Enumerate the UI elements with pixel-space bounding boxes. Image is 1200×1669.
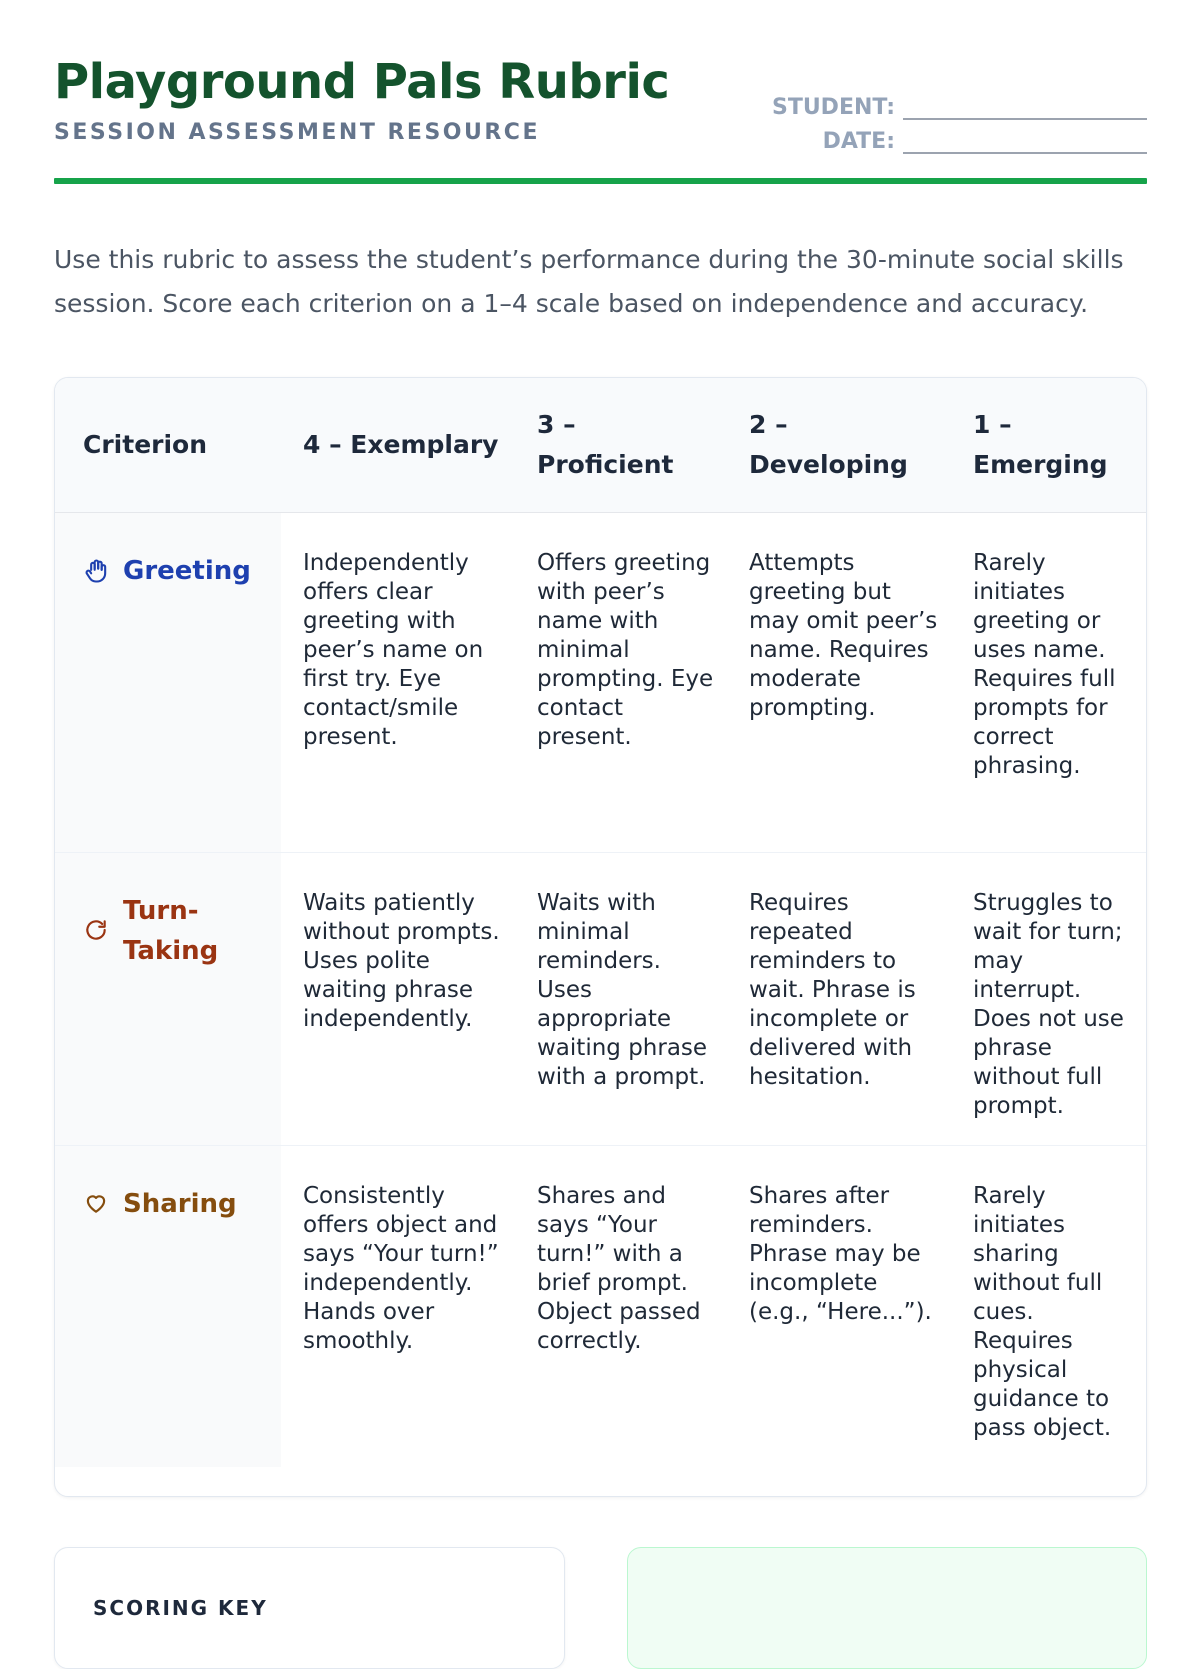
refresh-icon bbox=[83, 917, 111, 945]
table-row bbox=[55, 513, 1146, 853]
cell-turn-taking-2: Requires repeated reminders to wait. Phrase is incomplete or delivered with hesitation. bbox=[727, 853, 951, 1146]
criterion-label-greeting: Greeting bbox=[123, 556, 251, 586]
criterion-cell-turn-taking bbox=[55, 853, 281, 1146]
header-developing-text: 2 – Developing bbox=[749, 410, 908, 479]
scoring-key-box bbox=[54, 1547, 565, 1669]
cell-sharing-1: Rarely initiates sharing without full cues. Requires physical guidance to pass object. bbox=[973, 1183, 1112, 1441]
table-row bbox=[55, 853, 1146, 1146]
rubric-table bbox=[55, 378, 1146, 1467]
header-developing bbox=[727, 378, 951, 513]
criterion-label-turn-taking: Turn-Taking bbox=[123, 896, 219, 966]
student-row bbox=[767, 86, 1147, 120]
table-header-row bbox=[55, 378, 1146, 513]
cell-turn-taking-1: Struggles to wait for turn; may interrupt. Does not use phrase without full prompt. bbox=[951, 853, 1146, 1146]
student-meta bbox=[767, 86, 1147, 154]
criterion-cell-sharing bbox=[55, 1146, 281, 1468]
cell-sharing-2: Shares after reminders. Phrase may be incomplete (e.g., “Here...”). bbox=[749, 1183, 932, 1325]
page-title: Playground Pals Rubric bbox=[54, 54, 670, 110]
student-blank[interactable] bbox=[903, 94, 1147, 120]
cell-greeting-1: Rarely initiates greeting or uses name. Requires full prompts for correct phrasing. bbox=[951, 513, 1146, 853]
cell-turn-taking-4: Waits patiently without prompts. Uses polite waiting phrase independently. bbox=[281, 853, 515, 1146]
date-label: DATE: bbox=[822, 129, 895, 154]
table-row bbox=[55, 1146, 1146, 1468]
cell-greeting-3: Offers greeting with peer’s name with minimal prompting. Eye contact present. bbox=[515, 513, 727, 853]
page-subtitle: SESSION ASSESSMENT RESOURCE bbox=[54, 120, 540, 145]
intro-text: Use this rubric to assess the student’s performance during the 30-minute social skills session. Score each criterion on a 1–4 scale based on independence and accuracy. bbox=[54, 245, 1124, 318]
header-criterion: Criterion bbox=[55, 378, 281, 513]
cell-sharing-3: Shares and says “Your turn!” with a brief prompt. Object passed correctly. bbox=[537, 1183, 701, 1354]
header-emerging-text: 1 – Emerging bbox=[973, 410, 1108, 479]
heart-icon bbox=[83, 1190, 111, 1218]
criterion-label-sharing: Sharing bbox=[123, 1189, 237, 1219]
date-row bbox=[767, 120, 1147, 154]
scoring-key-title: SCORING KEY bbox=[93, 1596, 268, 1620]
criterion-cell-greeting bbox=[55, 513, 281, 853]
notes-box bbox=[627, 1547, 1147, 1669]
header-proficient bbox=[515, 378, 727, 513]
cell-greeting-4: Independently offers clear greeting with peer’s name on first try. Eye contact/smile present. bbox=[281, 513, 515, 853]
header-proficient-text: 3 – Proficient bbox=[537, 410, 674, 479]
header-emerging bbox=[951, 378, 1146, 513]
cell-greeting-2: Attempts greeting but may omit peer’s name. Requires moderate prompting. bbox=[727, 513, 951, 853]
cell-turn-taking-3: Waits with minimal reminders. Uses appropriate waiting phrase with a prompt. bbox=[515, 853, 727, 1146]
header-exemplary: 4 – Exemplary bbox=[281, 378, 515, 513]
header-divider bbox=[54, 178, 1147, 184]
student-label: STUDENT: bbox=[771, 95, 895, 120]
hand-wave-icon bbox=[83, 557, 111, 585]
rubric-table-card bbox=[54, 377, 1147, 1497]
cell-sharing-4: Consistently offers object and says “Your turn!” independently. Hands over smoothly. bbox=[303, 1183, 499, 1354]
date-blank[interactable] bbox=[903, 128, 1147, 154]
